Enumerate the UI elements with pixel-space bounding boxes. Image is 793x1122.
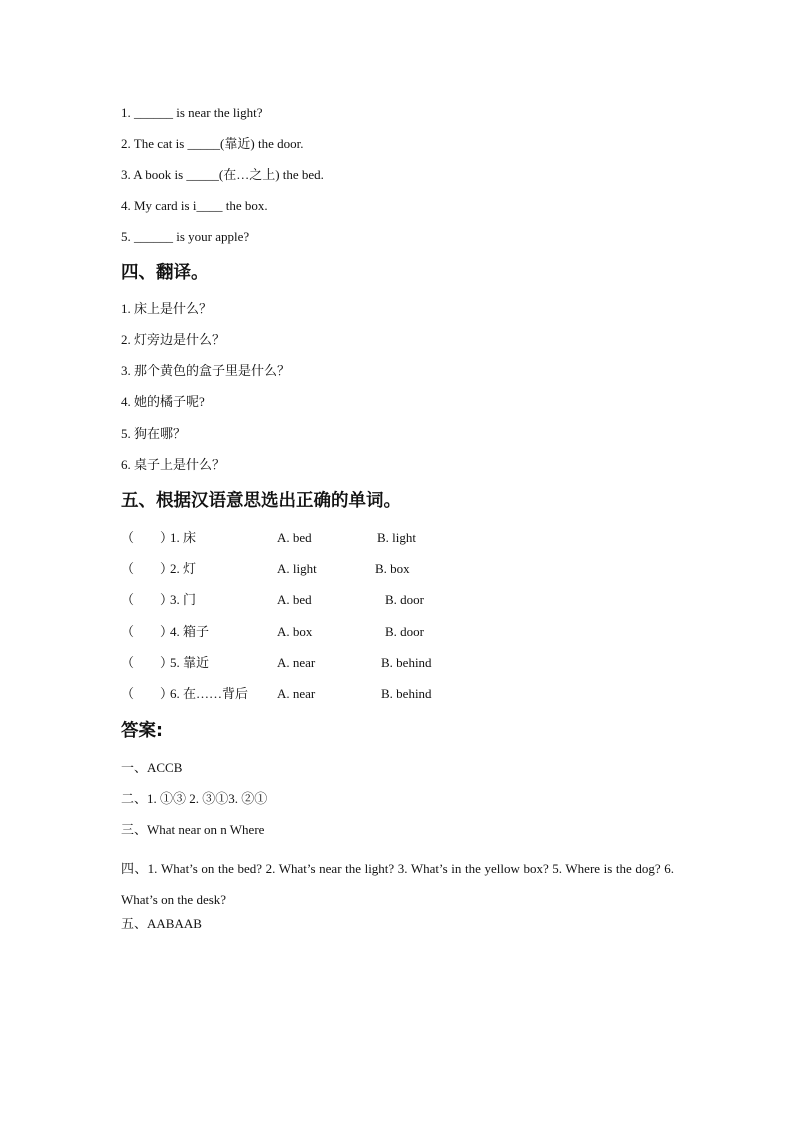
answer-line-3: 三、What near on n Where bbox=[121, 822, 265, 837]
translation-item-3: 3. 那个黄色的盒子里是什么？ bbox=[121, 363, 291, 378]
choice-option-a: A. light bbox=[277, 561, 317, 576]
translation-item-4: 4. 她的橘子呢? bbox=[121, 394, 205, 409]
choice-row-6 bbox=[0, 686, 793, 702]
fill-in-item-1: 1. ______ is near the light? bbox=[121, 105, 263, 120]
answer-paren: （ ） bbox=[121, 592, 174, 607]
answer-line-1: 一、ACCB bbox=[121, 760, 183, 775]
answers-heading: 答案: bbox=[121, 721, 163, 741]
fill-in-item-2: 2. The cat is _____(靠近) the door. bbox=[121, 136, 304, 151]
translation-item-2: 2. 灯旁边是什么？ bbox=[121, 332, 226, 347]
choice-question: 1. 床 bbox=[170, 530, 197, 545]
choice-row-3 bbox=[0, 592, 793, 608]
choice-option-a: A. box bbox=[277, 624, 313, 639]
choice-row-1 bbox=[0, 530, 793, 546]
answer-line-2: 二、1. ①③ 2. ③①3. ②① bbox=[121, 791, 268, 806]
translation-item-1: 1. 床上是什么？ bbox=[121, 301, 213, 316]
choice-question: 2. 灯 bbox=[170, 561, 197, 576]
choice-question: 6. 在……背后 bbox=[170, 686, 249, 701]
choice-row-4 bbox=[0, 624, 793, 640]
choice-option-b: B. behind bbox=[381, 655, 432, 670]
section-five-heading: 五、根据汉语意思选出正确的单词。 bbox=[121, 491, 401, 511]
choice-question: 4. 箱子 bbox=[170, 624, 210, 639]
translation-item-6: 6. 桌子上是什么？ bbox=[121, 457, 226, 472]
answer-paren: （ ） bbox=[121, 530, 174, 545]
section-four-heading: 四、翻译。 bbox=[121, 263, 209, 283]
answer-paren: （ ） bbox=[121, 686, 174, 701]
choice-option-b: B. door bbox=[385, 592, 424, 607]
choice-option-b: B. box bbox=[375, 561, 410, 576]
choice-option-b: B. behind bbox=[381, 686, 432, 701]
translation-item-5: 5. 狗在哪？ bbox=[121, 426, 187, 441]
fill-in-item-3: 3. A book is _____(在…之上) the bed. bbox=[121, 167, 324, 182]
choice-option-a: A. near bbox=[277, 686, 316, 701]
choice-question: 3. 门 bbox=[170, 592, 197, 607]
answer-line-5: 五、AABAAB bbox=[121, 916, 202, 931]
fill-in-item-4: 4. My card is i____ the box. bbox=[121, 198, 268, 213]
fill-in-item-5: 5. ______ is your apple? bbox=[121, 229, 250, 244]
choice-option-b: B. door bbox=[385, 624, 424, 639]
answer-paren: （ ） bbox=[121, 624, 174, 639]
answer-line-4: 四、1. What’s on the bed? 2. What’s near the light? 3. What’s in the yellow box? 5. Where is the dog? 6. What’s on the desk? bbox=[121, 861, 674, 907]
choice-row-2 bbox=[0, 561, 793, 577]
choice-option-a: A. near bbox=[277, 655, 316, 670]
choice-option-b: B. light bbox=[377, 530, 417, 545]
choice-option-a: A. bed bbox=[277, 592, 312, 607]
answer-paren: （ ） bbox=[121, 655, 174, 670]
choice-question: 5. 靠近 bbox=[170, 655, 210, 670]
answer-paren: （ ） bbox=[121, 561, 174, 576]
choice-row-5 bbox=[0, 655, 793, 671]
choice-option-a: A. bed bbox=[277, 530, 312, 545]
